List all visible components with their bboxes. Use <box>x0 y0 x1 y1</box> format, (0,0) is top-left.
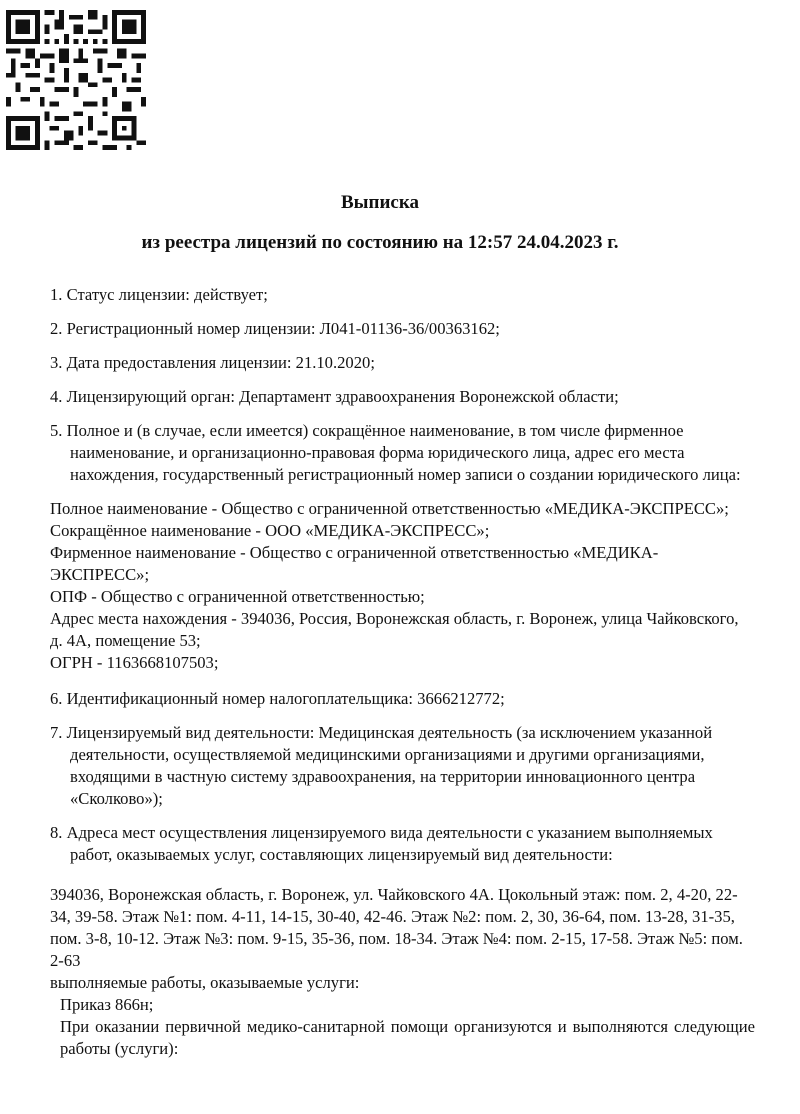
org-address: Адрес места нахождения - 394036, Россия, Воронежская область, г. Воронеж, улица Чайковского, д. 4А, помещение 53; <box>50 609 739 650</box>
qr-code <box>6 10 146 150</box>
organization-details <box>50 498 755 674</box>
item-activity-type: 7. Лицензируемый вид деятельности: Медицинская деятельность (за исключением указанной деятельности, осуществляемой медицинскими организациями и другими организациями, входящими в частную систему здравоохранения, на территории инновационного центра «Сколково»); <box>50 723 713 808</box>
document-subtitle: из реестра лицензий по состоянию на 12:57 24.04.2023 г. <box>141 232 619 253</box>
document-title: Выписка <box>341 192 419 213</box>
org-brand-name: Фирменное наименование - Общество с ограниченной ответственностью «МЕДИКА-ЭКСПРЕСС»; <box>50 543 659 584</box>
item-inn: 6. Идентификационный номер налогоплательщика: 3666212772; <box>50 689 505 708</box>
document-body <box>50 284 755 1060</box>
item-status: 1. Статус лицензии: действует; <box>50 285 268 304</box>
services-label: выполняемые работы, оказываемые услуги: <box>50 973 360 992</box>
activity-address: 394036, Воронежская область, г. Воронеж, ул. Чайковского 4А. Цокольный этаж: пом. 2, 4-20, 22-34, 39-58. Этаж №1: пом. 4-11, 14-15, 30-40, 42-46. Этаж №2: пом. 2, 30, 36-64, пом. 13-28, 31-35, пом. 3-8, 10-12. Этаж №3: пом. 9-15, 35-36, пом. 18-34. Этаж №4: пом. 2-15, 17-58. Этаж №5: пом. 2-63 <box>50 885 743 970</box>
item-issue-date: 3. Дата предоставления лицензии: 21.10.2020; <box>50 353 375 372</box>
item-organization-info: 5. Полное и (в случае, если имеется) сокращённое наименование, в том числе фирменное наименование, и организационно-правовая форма юридического лица, адрес его места нахождения, государственный регистрационный номер записи о создании юридического лица: <box>50 421 741 484</box>
org-ogrn: ОГРН - 1163668107503; <box>50 653 219 672</box>
primary-care-text: При оказании первичной медико-санитарной помощи организуются и выполняются следующие работы (услуги): <box>60 1017 755 1058</box>
org-short-name: Сокращённое наименование - ООО «МЕДИКА-ЭКСПРЕСС»; <box>50 521 490 540</box>
item-licensing-body: 4. Лицензирующий орган: Департамент здравоохранения Воронежской области; <box>50 387 619 406</box>
item-license-number: 2. Регистрационный номер лицензии: Л041-01136-36/00363162; <box>50 319 500 338</box>
order-reference: Приказ 866н; <box>60 995 154 1014</box>
item-activity-addresses: 8. Адреса мест осуществления лицензируемого вида деятельности с указанием выполняемых работ, оказываемых услуг, составляющих лицензируемый вид деятельности: <box>50 823 713 864</box>
org-full-name: Полное наименование - Общество с ограниченной ответственностью «МЕДИКА-ЭКСПРЕСС»; <box>50 499 729 518</box>
org-legal-form: ОПФ - Общество с ограниченной ответственностью; <box>50 587 425 606</box>
